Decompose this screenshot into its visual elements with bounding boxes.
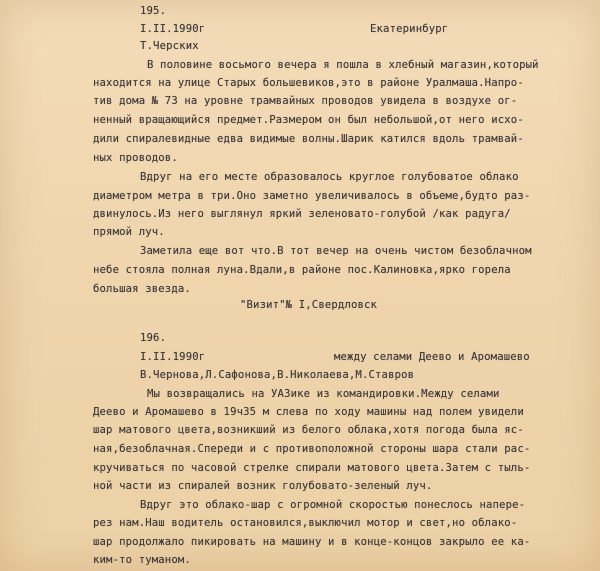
entry-195-line: В половине восьмого вечера я пошла в хлебный магазин,который: [147, 59, 539, 71]
entry-195-witness: Т.Черских: [140, 40, 199, 52]
entry-195-line: небе стояла полная луна.Вдали,в районе пос.Калиновка,ярко горела: [93, 264, 511, 276]
entry-196-line: Деево и Аромашево в 19ч35 м слева по ходу машины над полем увидели: [93, 406, 524, 418]
entry-195-line: Заметила еще вот что.В тот вечер на очень чистом безоблачном: [140, 245, 532, 257]
entry-196-line: шар продолжало пикировать на машину и в конце-концов закрыло ее ка-: [93, 536, 531, 548]
entry-196-line: Мы возвращались на УАЗике из командировки.Между селами: [147, 388, 500, 400]
entry-195-line: ненный вращающийся предмет.Размером он был небольшой,от него исхо-: [93, 114, 524, 126]
entry-195-line: тив дома № 73 на уровне трамвайных проводов увидела в воздухе ог-: [93, 95, 518, 107]
entry-195-number: 195.: [140, 5, 167, 17]
entry-196-line: шар матового цвета,возникший из белого облака,хотя погода была яс-: [93, 424, 524, 436]
entry-196-date: I.II.1990г: [140, 351, 206, 363]
entry-195-line: дили спиралевидные едва видимые волны.Шарик катился вдоль трамвай-: [93, 133, 524, 145]
entry-196-line: ной части из спиралей возник голубовато-зеленый луч.: [93, 480, 433, 492]
entry-196-line: кручиваться по часовой стрелке спирали матового цвета.Затем с тыль-: [93, 462, 531, 474]
entry-196-number: 196.: [140, 332, 167, 344]
entry-196-line: ная,безоблачная.Спереди и с противоположной стороны шара стали рас-: [93, 443, 531, 455]
entry-195-line: диаметром метра в три.Оно заметно увеличивалось в объеме,будто раз-: [93, 190, 531, 202]
entry-195-line: ных проводов.: [93, 152, 178, 164]
entry-195-line: Вдруг на его месте образовалось круглое голубоватое облако: [140, 171, 519, 183]
entry-196-line: Вдруг это облако-шар с огромной скоростью понеслось напере-: [140, 499, 526, 511]
entry-195-line: прямой луч.: [93, 226, 165, 238]
entry-195-line: большая звезда.: [93, 283, 191, 295]
entry-196-line: рез нам.Наш водитель остановился,выключил мотор и свет,но облако-: [93, 517, 518, 529]
entry-196-witness: В.Чернова,Л.Сафонова,В.Николаева,М.Ставров: [140, 369, 415, 381]
entry-196-place: между селами Деево и Аромашево: [334, 351, 530, 363]
entry-196-line: ким-то туманом.: [93, 554, 191, 566]
entry-195-line: двинулось.Из него выглянул яркий зеленовато-голубой /как радуга/: [93, 208, 511, 220]
entry-195-source: "Визит"№ I,Свердловск: [240, 299, 378, 311]
entry-195-line: находится на улице Старых большевиков,это в районе Уралмаша.Напро-: [93, 77, 524, 89]
entry-195-place: Екатеринбург: [370, 23, 449, 35]
entry-195-date: I.II.1990г: [140, 23, 206, 35]
